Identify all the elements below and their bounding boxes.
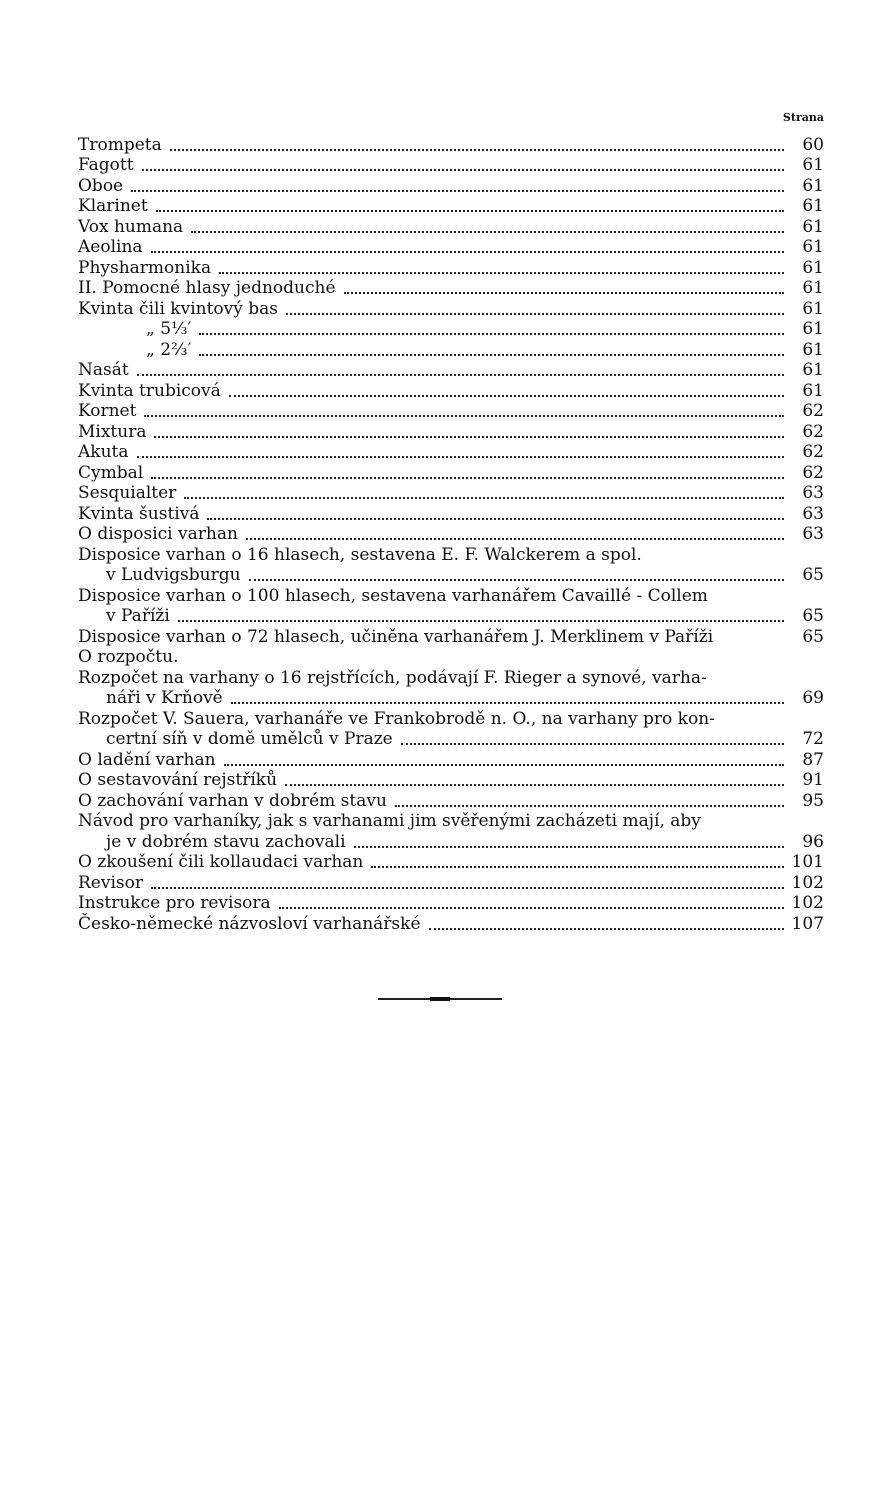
toc-entry-page: 102 <box>791 893 824 913</box>
toc-entry-title: Kornet <box>78 401 137 421</box>
toc-entry-title: Klarinet <box>78 196 148 216</box>
toc-entry-title: Sesquialter <box>78 483 177 503</box>
toc-entry <box>78 298 824 319</box>
toc-entry <box>78 319 824 340</box>
dot-leader <box>286 313 784 315</box>
dot-leader <box>207 518 784 520</box>
toc-entry <box>78 503 824 524</box>
toc-entry-title: Nasát <box>78 360 129 380</box>
toc-entry-title: O ladění varhan <box>78 749 216 770</box>
toc-entry-title: Vox humana <box>78 216 184 237</box>
dot-leader <box>429 928 784 930</box>
toc-entry-title: O sestavování rejstříků <box>78 770 278 790</box>
dot-leader <box>246 538 784 540</box>
toc-entry-title: Cymbal <box>78 462 144 483</box>
toc-entry <box>78 421 824 442</box>
toc-entry-page: 95 <box>802 790 824 811</box>
toc-entry-page: 60 <box>802 134 824 155</box>
toc-entry-page: 61 <box>802 155 824 175</box>
toc-entry-title: Disposice varhan o 100 hlasech, sestavena varhanářem Cavaillé - Collem <box>78 585 708 606</box>
toc-entry <box>78 175 824 196</box>
toc-entry-page: 62 <box>802 462 824 483</box>
toc-entry <box>78 216 824 237</box>
dot-leader <box>154 436 784 438</box>
toc-entry-title: Fagott <box>78 155 134 175</box>
toc-entry-page: 61 <box>802 319 824 339</box>
toc-entry <box>78 749 824 770</box>
toc-entry-title: Kvinta šustivá <box>78 503 200 524</box>
dot-leader <box>344 292 784 294</box>
toc-entry <box>78 913 824 934</box>
end-rule-divider <box>378 998 502 1000</box>
toc-entry <box>78 524 824 545</box>
toc-entry <box>78 729 824 750</box>
toc-entry-title: Revisor <box>78 872 143 893</box>
dot-leader <box>137 456 785 458</box>
toc-entry-page: 61 <box>802 175 824 196</box>
toc-entry-page: 96 <box>802 831 824 852</box>
dot-leader <box>131 190 784 192</box>
toc-entry <box>78 811 824 832</box>
dot-leader <box>219 272 784 274</box>
toc-entry <box>78 155 824 176</box>
page-column-header: Strana <box>782 111 824 124</box>
toc-entry-title: Akuta <box>78 442 129 462</box>
toc-entry <box>78 667 824 688</box>
toc-entry <box>78 483 824 504</box>
dot-leader <box>199 354 784 356</box>
toc-entry <box>78 872 824 893</box>
toc-entry <box>78 462 824 483</box>
toc-entry-page: 72 <box>802 729 824 749</box>
dot-leader <box>156 210 784 212</box>
toc-entry-title: Aeolina <box>78 237 143 257</box>
toc-entry-page: 63 <box>802 483 824 503</box>
toc-entry <box>78 585 824 606</box>
dot-leader <box>229 395 784 397</box>
toc-entry-page: 65 <box>802 606 824 626</box>
toc-entry-title: O disposici varhan <box>78 524 238 544</box>
dot-leader <box>371 866 783 868</box>
toc-entry <box>78 565 824 586</box>
toc-entry-title: Mixtura <box>78 421 147 442</box>
toc-entry-page: 65 <box>802 565 824 585</box>
toc-entry-page: 61 <box>802 257 824 278</box>
toc-entry-page: 87 <box>802 749 824 770</box>
toc-entry-title: Rozpočet na varhany o 16 rejstřících, podávají F. Rieger a synové, varha- <box>78 667 707 688</box>
dot-leader <box>151 887 784 889</box>
toc-entry <box>78 770 824 791</box>
dot-leader <box>191 231 784 233</box>
toc-entry-page: 62 <box>802 401 824 421</box>
toc-entry-page: 61 <box>802 298 824 319</box>
toc-entry-title: Disposice varhan o 72 hlasech, učiněna varhanářem J. Merklinem v Paříži <box>78 626 714 647</box>
dot-leader <box>395 805 784 807</box>
toc-entry <box>78 237 824 258</box>
toc-entry-page: 63 <box>802 524 824 544</box>
toc-entry <box>78 688 824 709</box>
toc-entry-page: 61 <box>802 339 824 360</box>
toc-entry-page: 69 <box>802 688 824 708</box>
toc-entry <box>78 790 824 811</box>
toc-entry <box>78 401 824 422</box>
toc-entry-title: v Paříži <box>106 606 170 626</box>
toc-entry-title: Physharmonika <box>78 257 212 278</box>
toc-entry-title: je v dobrém stavu zachovali <box>106 831 346 852</box>
toc-entry-title: Rozpočet V. Sauera, varhanáře ve Frankobrodě n. O., na varhany pro kon- <box>78 708 715 729</box>
dot-leader <box>151 251 784 253</box>
toc-entry <box>78 626 824 647</box>
toc-entry <box>78 606 824 627</box>
dot-leader <box>285 784 784 786</box>
toc-entry-title: Česko-německé názvosloví varhanářské <box>78 913 421 934</box>
toc-entry-title: „ 5⅓′ <box>146 319 192 339</box>
toc-entry-title: Disposice varhan o 16 hlasech, sestavena E. F. Walckerem a spol. <box>78 544 642 565</box>
toc-entry-page: 63 <box>802 503 824 524</box>
toc-entry-title: „ 2⅔′ <box>146 339 192 360</box>
dot-leader <box>199 333 784 335</box>
dot-leader <box>184 497 784 499</box>
toc-entry <box>78 257 824 278</box>
toc-entry <box>78 196 824 217</box>
toc-entry-page: 61 <box>802 237 824 257</box>
toc-entry-page: 61 <box>802 216 824 237</box>
toc-entry-title: Oboe <box>78 175 124 196</box>
dot-leader <box>170 149 784 151</box>
toc-entry-title: Trompeta <box>78 134 162 155</box>
dot-leader <box>178 620 784 622</box>
toc-entry-page: 62 <box>802 421 824 442</box>
toc-entry-page: 91 <box>802 770 824 790</box>
toc-entry <box>78 380 824 401</box>
toc-entry-title: O rozpočtu. <box>78 647 179 667</box>
toc-entry <box>78 278 824 299</box>
table-of-contents <box>78 134 824 934</box>
toc-entry <box>78 708 824 729</box>
toc-entry <box>78 442 824 463</box>
dot-leader <box>231 702 784 704</box>
toc-entry <box>78 360 824 381</box>
toc-entry-title: certní síň v domě umělců v Praze <box>106 729 393 749</box>
toc-entry-title: v Ludvigsburgu <box>106 565 241 585</box>
toc-entry <box>78 544 824 565</box>
toc-entry-title: Kvinta trubicová <box>78 380 221 401</box>
dot-leader <box>224 764 784 766</box>
toc-entry-page: 61 <box>802 196 824 216</box>
dot-leader <box>249 579 784 581</box>
toc-entry-page: 61 <box>802 380 824 401</box>
dot-leader <box>151 477 784 479</box>
dot-leader <box>279 907 784 909</box>
toc-entry-page: 61 <box>802 360 824 380</box>
dot-leader <box>142 169 784 171</box>
toc-entry-title: náři v Krňově <box>106 688 223 708</box>
toc-entry <box>78 831 824 852</box>
dot-leader <box>354 846 784 848</box>
toc-entry-title: Instrukce pro revisora <box>78 893 271 913</box>
toc-entry-page: 102 <box>791 872 824 893</box>
toc-entry <box>78 134 824 155</box>
toc-entry-page: 107 <box>791 913 824 934</box>
toc-entry-title: Návod pro varhaníky, jak s varhanami jim svěřenými zacházeti mají, aby <box>78 811 701 831</box>
toc-entry-page: 101 <box>791 852 824 872</box>
toc-entry <box>78 852 824 873</box>
toc-entry-page: 61 <box>802 278 824 298</box>
dot-leader <box>401 743 784 745</box>
toc-entry-title: O zkoušení čili kollaudaci varhan <box>78 852 364 872</box>
toc-section-heading <box>78 647 824 668</box>
toc-entry-page: 62 <box>802 442 824 462</box>
dot-leader <box>137 374 784 376</box>
toc-entry-title: O zachování varhan v dobrém stavu <box>78 790 387 811</box>
toc-entry-page: 65 <box>802 626 824 647</box>
toc-entry <box>78 893 824 914</box>
toc-entry-title: Kvinta čili kvintový bas <box>78 298 279 319</box>
toc-entry <box>78 339 824 360</box>
dot-leader <box>144 415 784 417</box>
toc-entry-title: II. Pomocné hlasy jednoduché <box>78 278 336 298</box>
